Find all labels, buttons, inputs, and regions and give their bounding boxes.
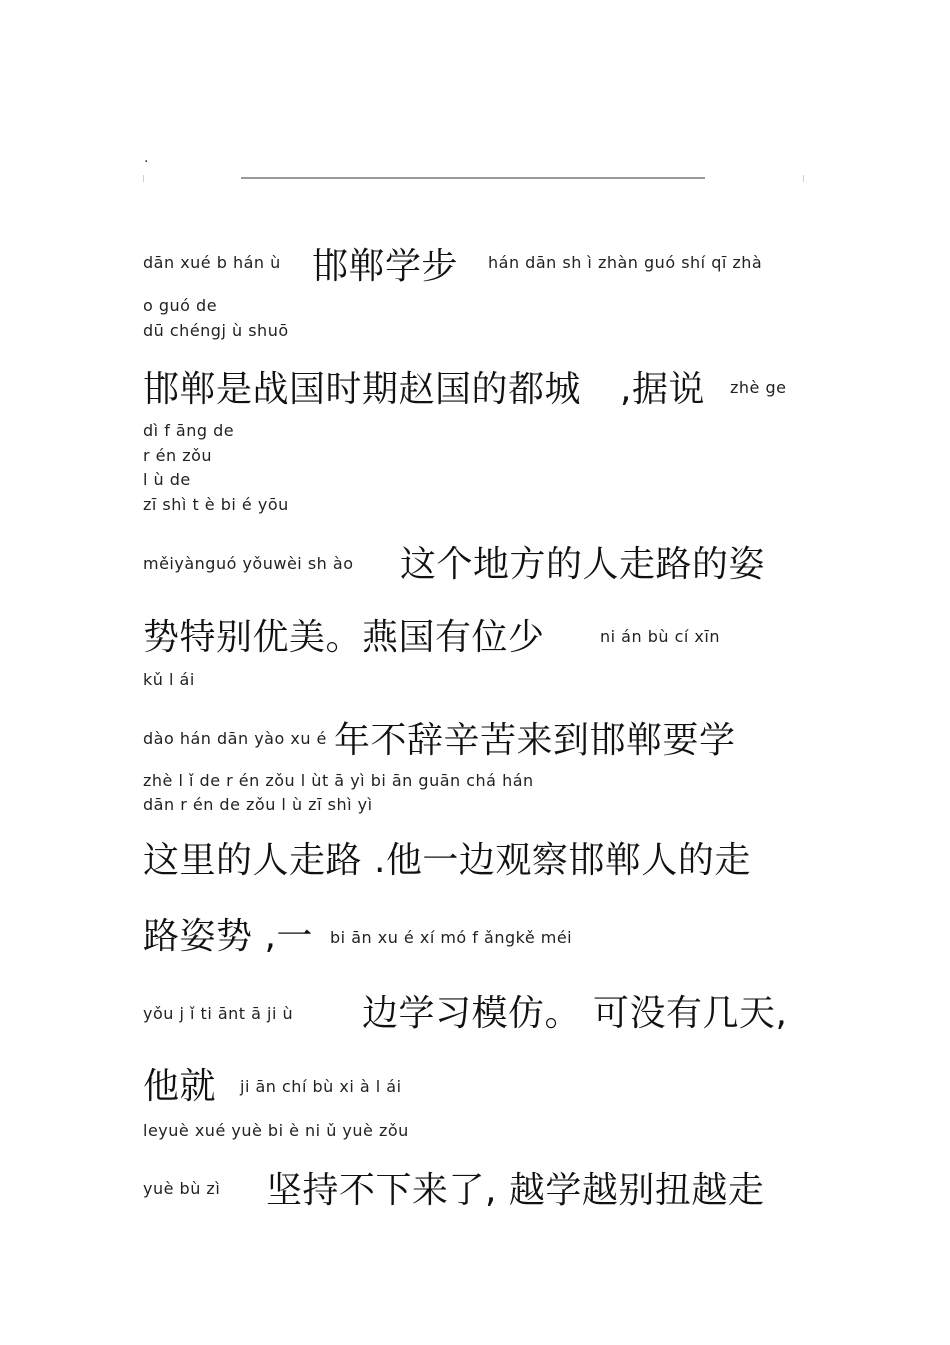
header-dot: .: [144, 150, 149, 166]
title-hanzi: 邯郸学步: [312, 246, 459, 287]
pinyin-line-1: dān xué b hán ù: [143, 253, 281, 272]
header-rule: [241, 177, 705, 179]
pinyin-line-10: měiyànguó yǒuwèi sh ào: [143, 554, 354, 573]
hanzi-line-7: 边学习模仿。 可没有几天,: [362, 993, 788, 1034]
pinyin-line-16: bi ān xu é xí mó f ǎngkě méi: [330, 928, 573, 947]
pinyin-line-14: zhè l ǐ de r én zǒu l ùt ā yì bi ān guān chá hán: [143, 771, 534, 790]
hanzi-line-6: 路姿势 ,一: [143, 916, 313, 957]
pinyin-line-5: zhè ge: [730, 378, 787, 397]
header-tick-left: [143, 175, 144, 182]
pinyin-line-6: dì f āng de: [143, 421, 235, 440]
pinyin-line-17: yǒu j ǐ ti ānt ā ji ù: [143, 1004, 294, 1023]
hanzi-line-8: 他就: [143, 1066, 217, 1107]
pinyin-line-3: o guó de: [143, 296, 218, 315]
header-tick-right: [803, 175, 804, 182]
hanzi-line-3: 势特别优美。燕国有位少: [143, 617, 545, 658]
pinyin-line-7: r én zǒu: [143, 446, 213, 465]
pinyin-line-4: dū chéngj ù shuō: [143, 321, 289, 340]
hanzi-line-2: 这个地方的人走路的姿: [400, 544, 766, 585]
pinyin-line-8: l ù de: [143, 470, 191, 489]
hanzi-line-1b: ,据说: [620, 369, 705, 410]
hanzi-line-9: 坚持不下来了, 越学越别扭越走: [266, 1170, 765, 1211]
pinyin-line-2: hán dān sh ì zhàn guó shí qī zhà: [488, 253, 763, 272]
pinyin-line-13: dào hán dān yào xu é: [143, 729, 327, 748]
pinyin-line-9: zī shì t è bi é yōu: [143, 495, 289, 514]
hanzi-line-1: 邯郸是战国时期赵国的都城: [143, 369, 582, 410]
hanzi-line-4: 年不辞辛苦来到邯郸要学: [334, 720, 736, 761]
pinyin-line-15: dān r én de zǒu l ù zī shì yì: [143, 795, 373, 814]
pinyin-line-20: yuè bù zì: [143, 1179, 221, 1198]
pinyin-line-19: leyuè xué yuè bi è ni ǔ yuè zǒu: [143, 1121, 409, 1140]
pinyin-line-11: ni án bù cí xīn: [600, 627, 720, 646]
hanzi-line-5: 这里的人走路 .他一边观察邯郸人的走: [143, 840, 751, 881]
pinyin-line-18: ji ān chí bù xi à l ái: [240, 1077, 402, 1096]
pinyin-line-12: kǔ l ái: [143, 670, 195, 689]
